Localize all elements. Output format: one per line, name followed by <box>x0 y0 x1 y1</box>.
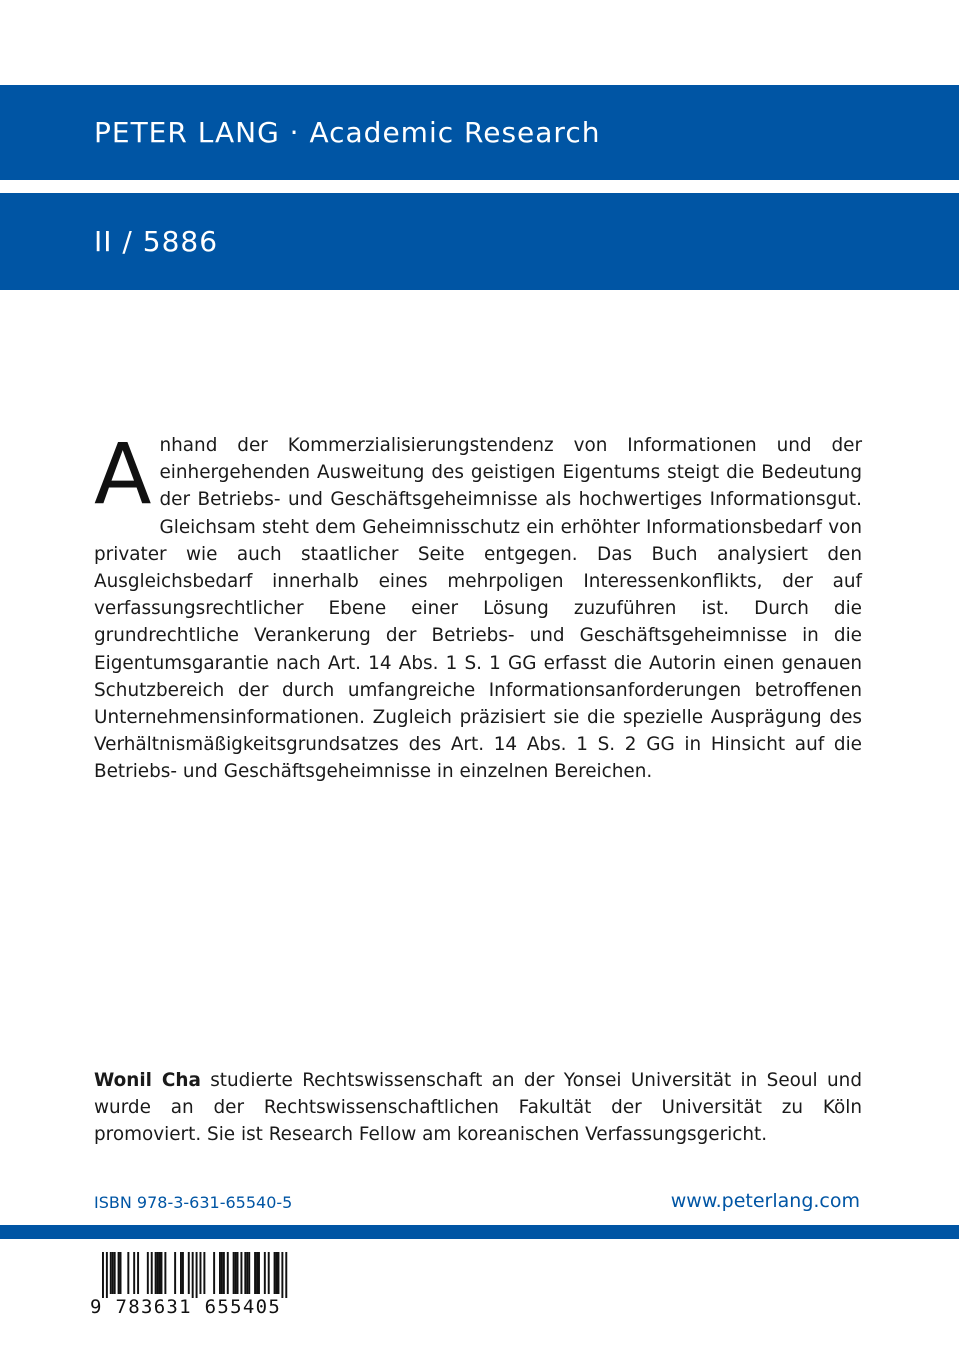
barcode-bar <box>237 1252 239 1294</box>
barcode-bar <box>164 1252 166 1294</box>
barcode-icon <box>90 1250 290 1298</box>
barcode-bar <box>246 1252 248 1294</box>
volume-number: II / 5886 <box>94 225 219 258</box>
barcode-bar <box>278 1252 280 1294</box>
barcode-bar <box>200 1252 202 1294</box>
barcode-bar <box>120 1252 122 1294</box>
barcode-bar <box>221 1252 223 1294</box>
barcode-bar <box>106 1252 108 1298</box>
publisher-url[interactable]: www.peterlang.com <box>670 1190 860 1212</box>
footer-rule <box>0 1225 959 1239</box>
barcode-bar <box>114 1252 116 1294</box>
barcode-bar <box>157 1252 159 1294</box>
book-blurb <box>94 425 862 786</box>
barcode-bar <box>268 1252 270 1294</box>
barcode-bar <box>118 1252 120 1294</box>
series-title: PETER LANG · Academic Research <box>94 116 601 149</box>
barcode-bar <box>233 1252 235 1294</box>
drop-cap: A <box>94 425 152 523</box>
isbn-number: ISBN 978-3-631-65540-5 <box>94 1193 293 1212</box>
barcode-bar <box>137 1252 139 1294</box>
barcode-bar <box>256 1252 258 1294</box>
barcode-bar <box>147 1252 149 1294</box>
author-bio <box>94 1067 862 1149</box>
author-bio-text: studierte Rechtswissenschaft an der Yonsei Universität in Seoul und wurde an der Rechtswissenschaftlichen Fakultät der Universität zu Köln promoviert. Sie ist Research Fellow am koreanischen Verfassungsgericht. <box>94 1070 862 1146</box>
barcode-bar <box>188 1252 190 1294</box>
barcode-bar <box>248 1252 250 1294</box>
barcode-bar <box>182 1252 184 1294</box>
barcode-bar <box>274 1252 276 1294</box>
barcode-bar <box>258 1252 260 1294</box>
barcode-bar <box>203 1252 205 1294</box>
barcode-bar <box>276 1252 278 1294</box>
barcode-bar <box>155 1252 157 1294</box>
barcode-bar <box>213 1252 215 1294</box>
barcode-bar <box>240 1252 242 1294</box>
barcode-bar <box>219 1252 221 1294</box>
barcode-bar <box>180 1252 182 1294</box>
barcode-bar <box>227 1252 229 1294</box>
barcode-bar <box>102 1252 104 1298</box>
barcode-bar <box>235 1252 237 1294</box>
author-name: Wonil Cha <box>94 1070 201 1091</box>
barcode-bar <box>159 1252 161 1294</box>
barcode-bar <box>264 1252 266 1294</box>
barcode-bar <box>281 1252 283 1298</box>
blurb-text: nhand der Kommerzialisierungstendenz von Informationen und der einhergehenden Ausweitung des geistigen Eigentums steigt die Bedeutung der Betriebs- und Geschäftsgeheimnisse als hochwertiges Informationsgut. Gleichsam steht dem Geheimnisschutz ein erhöhter Informationsbedarf von privater wie auch staatlicher Seite entgegen. Das Buch analysiert den Ausgleichsbedarf innerhalb eines mehrpoligen Interessenkonflikts, der auf verfassungsrechtlicher Ebene einer Lösung zuzuführen ist. Durch die grundrechtliche Verankerung der Betriebs- und Geschäftsgeheimnisse in die Eigentumsgarantie nach Art. 14 Abs. 1 S. 1 GG erfasst die Autorin einen genauen Schutzbereich der durch umfangreiche Informationsanforderungen betroffenen Unternehmensinformationen. Zugleich präzisiert sie die spezielle Ausprägung des Verhältnismäßigkeitsgrundsatzes des Art. 14 Abs. 1 S. 2 GG in Hinsicht auf die Betriebs- und Geschäftsgeheimnisse in einzelnen Bereichen. <box>94 435 862 783</box>
barcode-digits: 9 783631 655405 <box>90 1296 282 1318</box>
barcode-bar <box>254 1252 256 1294</box>
barcode-bar <box>151 1252 153 1294</box>
barcode-bar <box>110 1252 112 1294</box>
barcode-bar <box>127 1252 129 1294</box>
barcode-bar <box>196 1252 198 1298</box>
barcode-bar <box>223 1252 225 1294</box>
barcode-bar <box>192 1252 194 1298</box>
barcode-bar <box>161 1252 163 1294</box>
barcode-bar <box>112 1252 114 1294</box>
barcode-bar <box>285 1252 287 1298</box>
series-band <box>0 85 959 180</box>
barcode-bar <box>174 1252 176 1294</box>
barcode-bar <box>244 1252 246 1294</box>
barcode-bar <box>133 1252 135 1294</box>
volume-band <box>0 193 959 290</box>
